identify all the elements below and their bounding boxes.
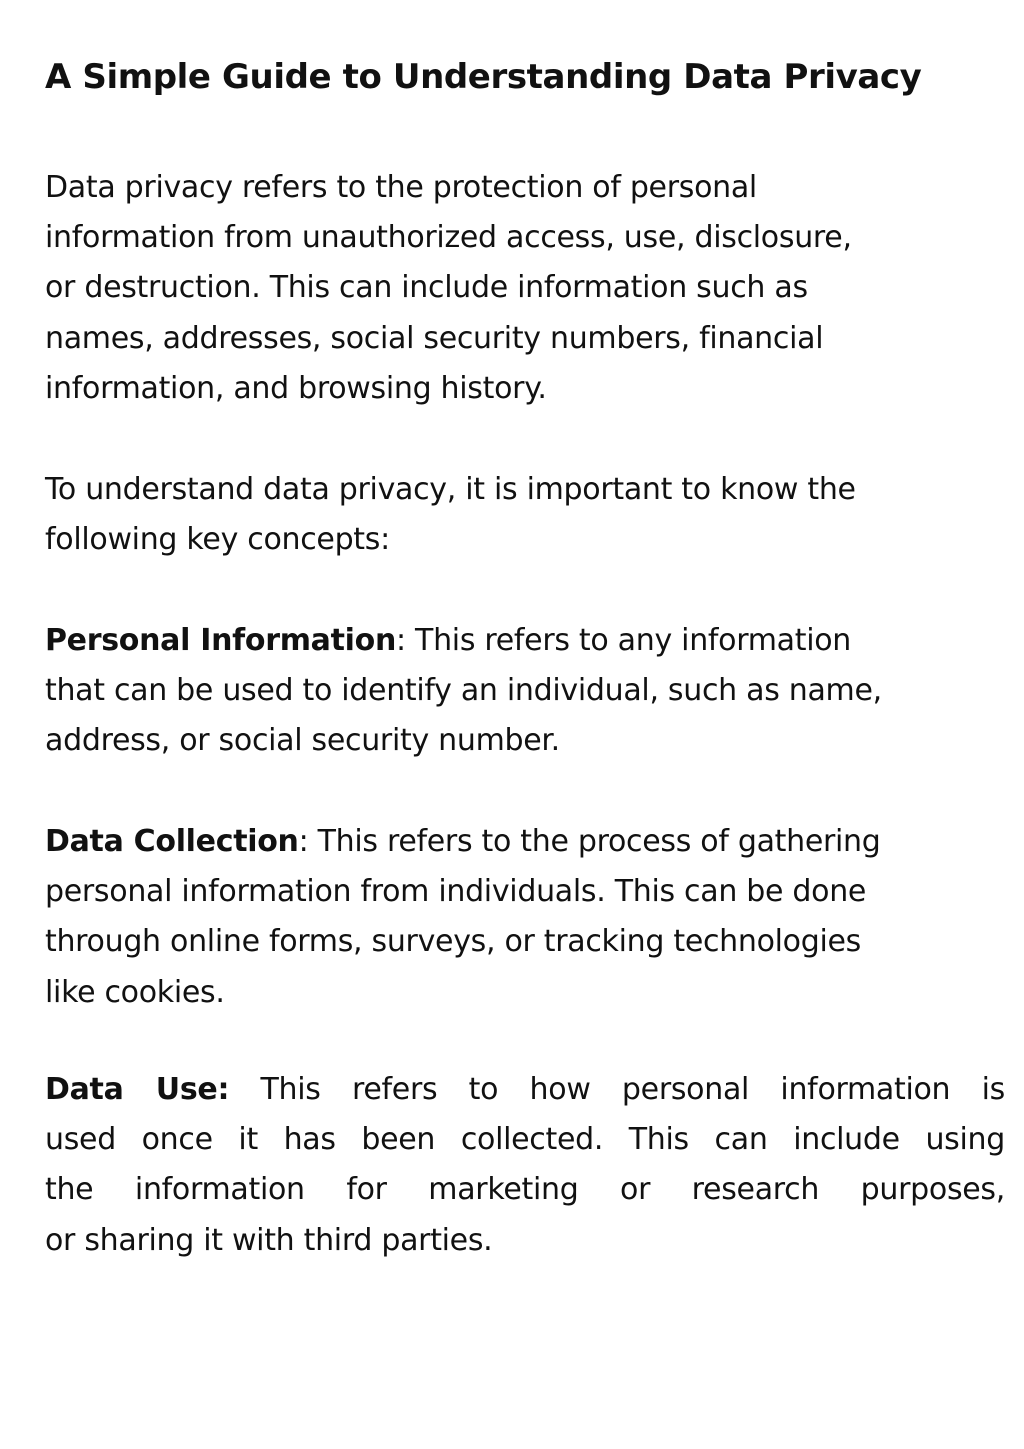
concepts-intro-line: To understand data privacy, it is important to know the [45, 472, 856, 507]
personal-information-line: that can be used to identify an individual, such as name, [45, 673, 882, 709]
concepts-intro-line: following key concepts: [45, 522, 390, 558]
intro-line: information from unauthorized access, use, disclosure, [45, 220, 852, 256]
personal-information-term: Personal Information [45, 623, 396, 658]
personal-information-definition-start: : This refers to any information [396, 623, 852, 658]
data-collection-line: personal information from individuals. This can be done [45, 874, 867, 910]
data-use-line: or sharing it with third parties. [45, 1222, 493, 1258]
data-collection-first-line [45, 817, 1005, 867]
data-use-term: Data Use: [45, 1072, 230, 1107]
data-use-first-line [45, 1065, 1005, 1115]
intro-line: or destruction. This can include information such as [45, 270, 808, 306]
data-collection-paragraph [45, 817, 1005, 1018]
data-use-line: the information for marketing or research purposes, [45, 1172, 1005, 1208]
data-collection-line: like cookies. [45, 974, 225, 1010]
personal-information-line: address, or social security number. [45, 723, 560, 759]
data-collection-term: Data Collection [45, 824, 299, 859]
intro-line: names, addresses, social security numbers, financial [45, 320, 824, 356]
data-use-paragraph [45, 1065, 1005, 1266]
intro-line: Data privacy refers to the protection of personal [45, 170, 757, 205]
data-collection-definition-start: : This refers to the process of gathering [298, 824, 881, 859]
intro-line: information, and browsing history. [45, 370, 547, 406]
data-use-line: used once it has been collected. This can include using [45, 1122, 1005, 1158]
personal-information-first-line [45, 616, 1005, 666]
concepts-intro-paragraph [45, 465, 1005, 565]
data-collection-line: through online forms, surveys, or tracking technologies [45, 924, 862, 960]
intro-paragraph [45, 163, 1005, 414]
page-title: A Simple Guide to Understanding Data Privacy [45, 57, 922, 97]
data-use-definition-start: This refers to how personal information is [229, 1072, 1005, 1107]
personal-information-paragraph [45, 616, 1005, 767]
